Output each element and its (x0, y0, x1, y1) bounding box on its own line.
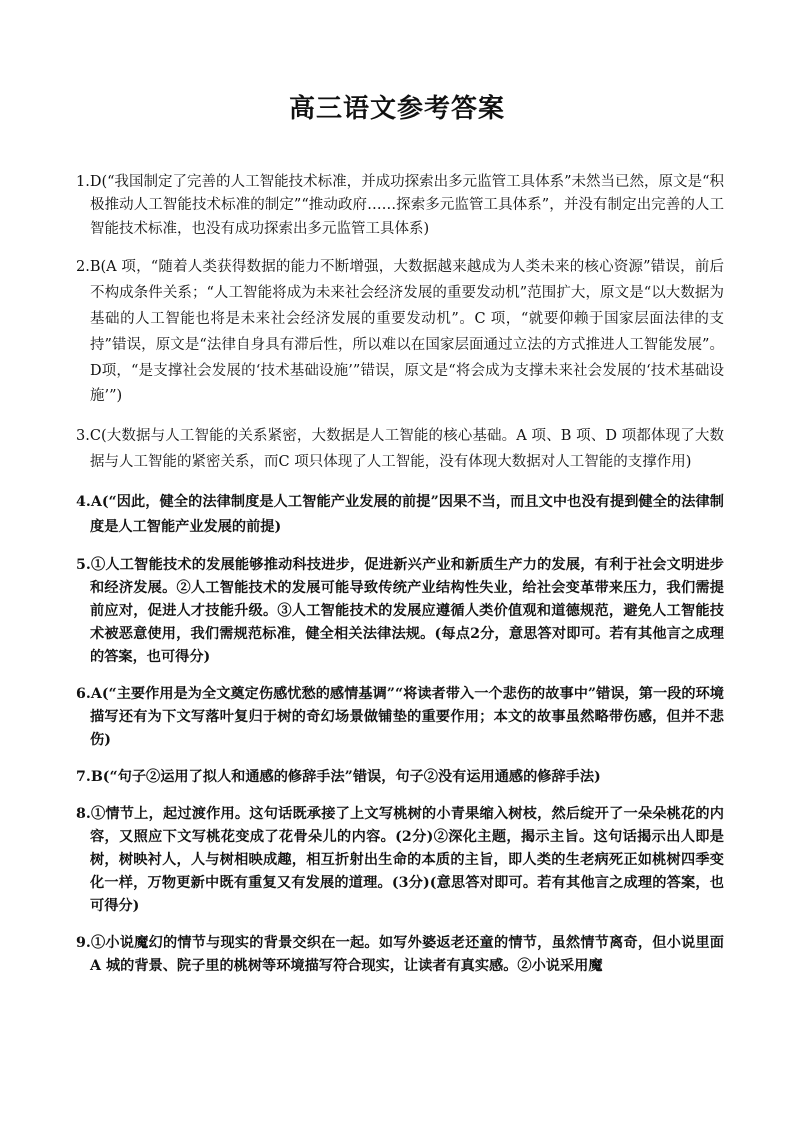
answer-list (76, 171, 724, 992)
answer-text: ①情节上，起过渡作用。这句话既承接了上文写桃树的小青果缩入树枝，然后绽开了一朵朵桃花的内容，又照应下文写桃花变成了花骨朵儿的内容。(2分)②深化主题，揭示主旨。这句话揭示出人即是树，树映衬人，人与树相映成趣，相互折射出生命的本质的主旨，即人类的生老病死正如桃树四季变化一样，万物更新中既有重复又有发展的道理。(3分)(意思答对即可。若有其他言之成理的答案，也可得分) (90, 806, 724, 915)
page-title: 高三语文参考答案 (288, 94, 505, 124)
answer-number: 8. (76, 806, 91, 823)
answer-item-4 (76, 490, 724, 541)
answer-number: 6. (76, 686, 91, 703)
answer-item-6 (76, 683, 724, 752)
answer-item-3 (76, 424, 724, 476)
answer-text: ①人工智能技术的发展能够推动科技进步，促进新兴产业和新质生产力的发展，有利于社会文明进步和经济发展。②人工智能技术的发展可能导致传统产业结构性失业，给社会变革带来压力，我们需提前应对，促进人才技能升级。③人工智能技术的发展应遵循人类价值观和道德规范，避免人工智能技术被恶意使用，我们需规范标准，健全相关法律法规。(每点2分，意思答对即可。若有其他言之成理的答案，也可得分) (90, 557, 724, 666)
answer-text: C(大数据与人工智能的关系紧密，大数据是人工智能的核心基础。A 项、B 项、D 项都体现了大数据与人工智能的紧密关系，而C 项只体现了人工智能，没有体现大数据对人工智能的支撑作用) (89, 428, 724, 471)
answer-item-9 (76, 932, 724, 978)
answer-item-1 (76, 171, 724, 241)
answer-item-2 (76, 255, 724, 410)
answer-item-8 (76, 803, 724, 918)
answer-number: 2. (76, 259, 90, 276)
answer-number: 5. (76, 557, 91, 574)
answer-text: D(“我国制定了完善的人工智能技术标准，并成功探索出多元监管工具体系”未然当已然，原文是“积极推动人工智能技术标准的制定”“推动政府……探索多元监管工具体系”，并没有制定出完善的人工智能技术标准，也没有成功探索出多元监管工具体系) (89, 174, 724, 237)
answer-number: 4. (76, 493, 91, 510)
answer-text: A(“主要作用是为全文奠定伤感忧愁的感情基调”“将读者带入一个悲伤的故事中”错误，第一段的环境描写还有为下文写落叶复归于树的奇幻场景做铺垫的重要作用；本文的故事虽然略带伤感，但并不悲伤) (90, 686, 724, 749)
answer-item-5 (76, 554, 724, 669)
answer-text: A(“因此，健全的法律制度是人工智能产业发展的前提”因果不当，而且文中也没有提到健全的法律制度是人工智能产业发展的前提) (90, 493, 724, 536)
answer-number: 7. (76, 769, 91, 786)
answer-text: B(“句子②运用了拟人和通感的修辞手法”错误，句子②没有运用通感的修辞手法) (90, 769, 601, 786)
answer-number: 3. (76, 428, 90, 445)
answer-text: B(A 项，“随着人类获得数据的能力不断增强，大数据越来越成为人类未来的核心资源”错误，前后不构成条件关系；“人工智能将成为未来社会经济发展的重要发动机”范围扩大，原文是“以大数据为基础的人工智能也将是未来社会经济发展的重要发动机”。C 项，“就要仰赖于国家层面法律的支持”错误，原文是“法律自身具有滞后性，所以难以在国家层面通过立法的方式推进人工智能发展”。D项，“是支撑社会发展的‘技术基础设施’”错误，原文是“将会成为支撑未来社会发展的‘技术基础设施’”) (89, 259, 724, 405)
answer-number: 9. (76, 935, 91, 952)
answer-item-7 (76, 766, 724, 789)
answer-text: ①小说魔幻的情节与现实的背景交织在一起。如写外婆返老还童的情节，虽然情节离奇，但小说里面A 城的背景、院子里的桃树等环境描写符合现实，让读者有真实感。②小说采用魔 (90, 935, 724, 975)
answer-number: 1. (76, 174, 90, 190)
